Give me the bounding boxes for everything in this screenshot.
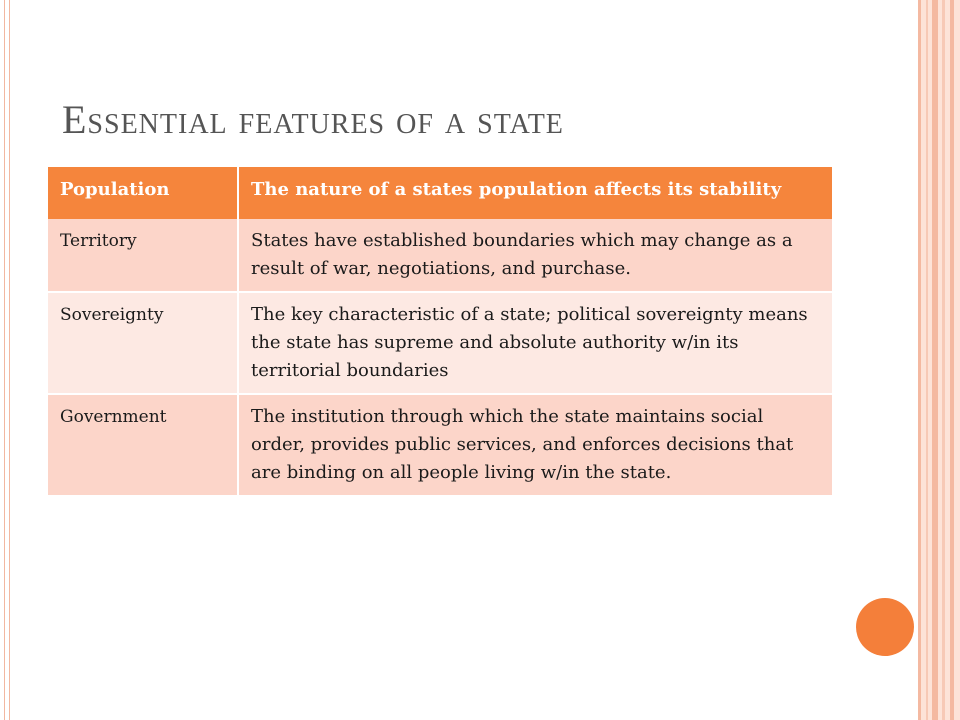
left-border-decoration [4, 0, 10, 720]
term-cell-sovereignty: Sovereignty [48, 292, 238, 394]
description-cell-government: The institution through which the state maintains social order, provides public services, and enforces decisions that are binding on all people living w/in the state. [238, 394, 832, 495]
term-cell-territory: Territory [48, 219, 238, 292]
table-row [48, 292, 832, 394]
orange-circle-decoration [856, 598, 914, 656]
slide-title: Essential features of a state [62, 97, 564, 142]
table-header-row [48, 167, 832, 219]
right-stripe-3 [932, 0, 938, 720]
term-cell-government: Government [48, 394, 238, 495]
right-stripe-1 [918, 0, 921, 720]
description-cell-sovereignty: The key characteristic of a state; political sovereignty means the state has supreme and absolute authority w/in its territorial boundaries [238, 292, 832, 394]
description-cell-territory: States have established boundaries which may change as a result of war, negotiations, and purchase. [238, 219, 832, 292]
table-row [48, 219, 832, 292]
right-stripe-4 [942, 0, 945, 720]
right-stripe-5 [950, 0, 954, 720]
features-table [48, 167, 832, 495]
right-stripe-2 [926, 0, 928, 720]
header-term-cell: Population [48, 167, 238, 219]
table-row [48, 394, 832, 495]
header-description-cell: The nature of a states population affects its stability [238, 167, 832, 219]
